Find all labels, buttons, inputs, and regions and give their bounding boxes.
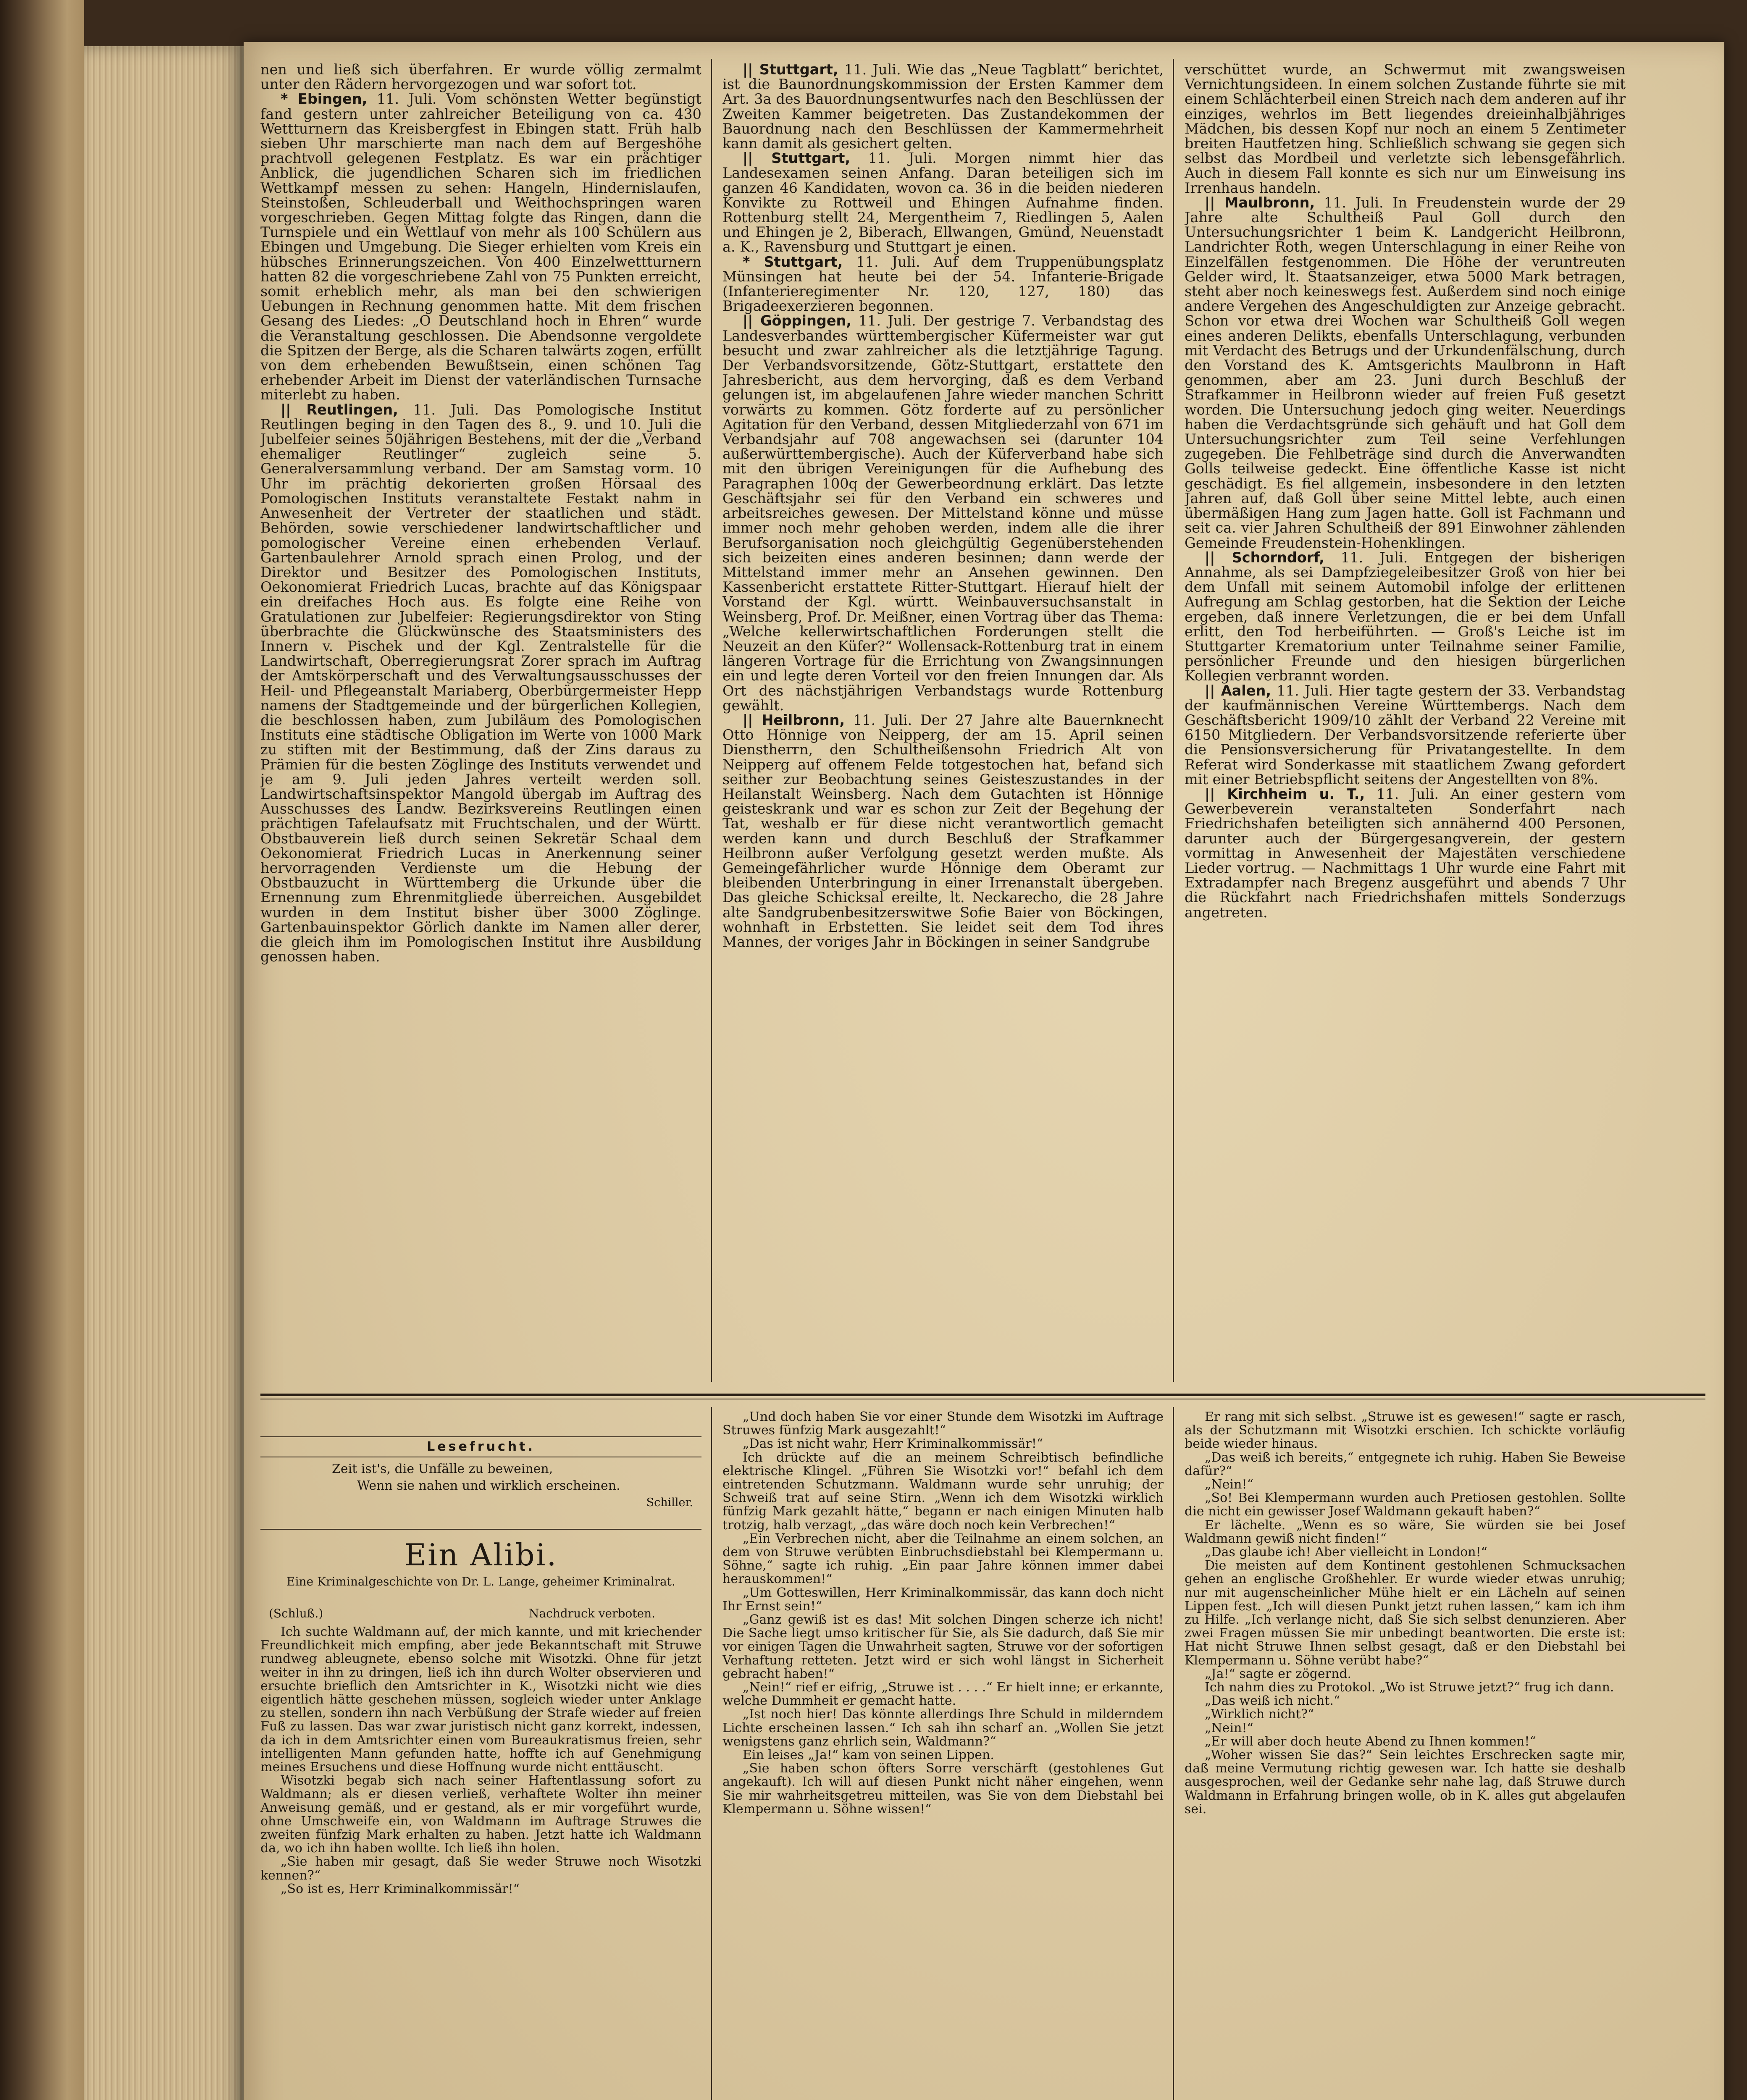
paragraph-text: „Ja!“ sagte er zögernd. <box>1205 1666 1352 1681</box>
column-rule <box>1173 1407 1174 2100</box>
article-paragraph <box>1185 1748 1626 1816</box>
article-paragraph <box>1185 1410 1626 1451</box>
schluss-label: (Schluß.) <box>269 1606 323 1620</box>
article-paragraph <box>722 1613 1164 1681</box>
article-paragraph <box>1185 550 1626 683</box>
story-meta <box>269 1606 697 1621</box>
paragraph-text: 11. Juli. An einer gestern vom Gewerbeverein veranstalteten Sonderfahrt nach Friedrichshafen beteiligten sich annähernd 400 Personen, darunter auch der Bürgergesangverein, der gestern vormittag in Anwesenheit der Majestäten verschiedene Lieder vortrug. — Nachmittags 1 Uhr wurde eine Fahrt mit Extradampfer nach Bregenz ausgeführt und abends 7 Uhr die Rückfahrt nach Friedrichshafen mittels Sonderzugs angetreten. <box>1185 785 1626 921</box>
dateline: || Göppingen, <box>743 312 852 329</box>
article-paragraph <box>260 1882 701 1896</box>
paragraph-text: 11. Juli. Auf dem Truppenübungsplatz Münsingen hat heute bei der 54. Infanterie-Brigade (Infanterieregimenter Nr. 120, 127, 180) das Brigadeexerzieren begonnen. <box>722 253 1164 315</box>
paragraph-text: 11. Juli. Wie das „Neue Tagblatt“ berichtet, ist die Baunordnungskommission der Ersten Kammer dem Art. 3a des Bauordnungsentwurfes nach den Beschlüssen der Zweiten Kammer beigetreten. Das Zustandekommen der Bauordnung nach den Beschlüssen der Kammermehrheit kann damit als gesichert gelten. <box>722 62 1164 152</box>
paragraph-text: „So! Bei Klempermann wurden auch Pretiosen gestohlen. Sollte die nicht ein gewisser Josef Waldmann gekauft haben?“ <box>1185 1491 1626 1519</box>
paragraph-text: „Das ist nicht wahr, Herr Kriminalkommissär!“ <box>743 1436 1043 1452</box>
article-paragraph <box>722 1681 1164 1708</box>
article-paragraph <box>722 1532 1164 1586</box>
story-column-2 <box>722 1410 1164 2100</box>
paragraph-text: „Um Gotteswillen, Herr Kriminalkommissär, das kann doch nicht Ihr Ernst sein!“ <box>722 1585 1164 1614</box>
dateline: || Stuttgart, <box>743 62 838 78</box>
article-paragraph <box>1185 1681 1626 1694</box>
page-stack <box>84 46 244 2100</box>
paragraph-text: „Sie haben schon öfters Sorre verschärft (gestohlenes Gut angekauft). Ich will auf diesen Punkt nicht näher eingehen, wenn Sie mir wahrheitsgetreu mitteilen, was Sie von dem Diebstahl bei Klempermann u. Söhne wissen!“ <box>722 1761 1164 1816</box>
dateline: || Stuttgart, <box>743 150 851 167</box>
paragraph-text: verschüttet wurde, an Schwermut mit zwangsweisen Vernichtungsideen. In einem solchen Zustande führte sie mit einem Schlächterbeil einen Streich nach dem anderen auf ihr einziges, wehrlos im Bett liegendes dreieinhalbjähriges Mädchen, bis dessen Kopf nur noch an einem 5 Zentimeter breiten Hautfetzen hing. Schließlich schwang sie gegen sich selbst das Mordbeil und verletzte sich lebensgefährlich. Auch in diesem Fall konnte es sich nur um Einweisung ins Irrenhaus handeln. <box>1185 62 1626 196</box>
section-rule <box>260 1394 1705 1396</box>
paragraph-text: 11. Juli. Hier tagte gestern der 33. Verbandstag der kaufmännischen Vereine Württembergs. Nach dem Geschäftsbericht 1909/10 zählt der Verband 22 Vereine mit 6150 Mitgliedern. Der Verbandsvorsitzende referierte über die Pensionsversicherung für Privatangestellte. In dem Referat wird Sonderkasse mit staatlichem Zwang gefordert mit einer Betriebspflicht seitens der Angestellten von 8%. <box>1185 682 1626 788</box>
column-rule <box>711 1407 712 2100</box>
article-paragraph <box>1185 1451 1626 1478</box>
paragraph-text: 11. Juli. Vom schönsten Wetter begünstigt fand gestern unter zahlreicher Beteiligung von ca. 430 Wettturnern das Kreisbergfest in Ebingen statt. Früh halb sieben Uhr marschierte man nach dem auf Bergeshöhe prachtvoll gelegenen Festplatz. Es war ein prächtiger Anblick, die jugendlichen Scharen sich im friedlichen Wettkampf messen zu sehen: Hangeln, Hindernislaufen, Steinstoßen, Schleuderball und Weithochspringen waren vorgeschrieben. Gegen Mittag folgte das Ringen, dann die Turnspiele und ein Wettlauf von mehr als 100 Schülern aus Ebingen und Umgebung. Die Sieger erhielten vom Kreis ein hübsches Erinnerungszeichen. Von 400 Einzelwettturnern hatten 82 die vorgeschriebene Zahl von 75 Punkten erreicht, somit erheblich mehr, als man bei den schwierigen Uebungen in Rechnung genommen hatte. Mit dem frischen Gesang des Liedes: „O Deutschland hoch in Ehren“ wurde die Veranstaltung geschlossen. Die Abendsonne vergoldete die Spitzen der Berge, als die Scharen talwärts zogen, erfüllt von dem erhebenden Bewußtsein, einen schönen Tag erhebender Arbeit im Dienst der vaterländischen Turnsache miterlebt zu haben. <box>260 91 701 403</box>
article-paragraph <box>722 1708 1164 1748</box>
paragraph-text: Die meisten auf dem Kontinent gestohlenen Schmucksachen gehen an englische Großhehler. Er wurde wieder etwas unruhig; nur mit augenscheinlicher Mühe hielt er ein Lächeln auf seinen Lippen fest. „Ich will diesen Punkt jetzt ruhen lassen,“ kam ich ihm zu Hilfe. „Ich verlange nicht, daß Sie sich selbst denunzieren. Aber zwei Fragen müssen Sie mir unbedingt beantworten. Die erste ist: Hat nicht Struwe Ihnen selbst gesagt, daß er den Diebstahl bei Klempermann u. Söhne verübt habe?“ <box>1185 1558 1626 1668</box>
article-paragraph <box>260 1625 701 1774</box>
story-title: Ein Alibi. <box>404 1537 558 1572</box>
paragraph-text: Ich nahm dies zu Protokol. „Wo ist Struwe jetzt?“ frug ich dann. <box>1205 1680 1614 1695</box>
article-paragraph <box>722 62 1164 151</box>
dateline: || Reutlingen, <box>281 401 398 418</box>
paragraph-text: Wisotzki begab sich nach seiner Haftentlassung sofort zu Waldmann; als er diesen verließ, verhaftete Wolter ihn meiner Anweisung gemäß, und er gestand, als er mir vorgeführt wurde, ohne Umschweife ein, von Waldmann im Auftrage Struwes die zweiten fünfzig Mark erhalten zu haben. Jetzt hatte ich Waldmann da, wo ich ihn haben wollte. Ich ließ ihn holen. <box>260 1773 701 1856</box>
column-rule <box>1173 59 1174 1382</box>
paragraph-text: Ich drückte auf die an meinem Schreibtisch befindliche elektrische Klingel. „Führen Sie Wisotzki vor!“ befahl ich dem eintretenden Schutzmann. Waldmann wurde sehr unruhig; der Schweiß trat auf seine Stirn. „Wenn ich dem Wisotzki wirklich fünfzig Mark gezahlt hätte,“ begann er nach einigen Minuten halb trotzig, halb verzagt, „das wäre doch noch kein Verbrechen!“ <box>722 1450 1164 1533</box>
paragraph-text: „Nein!“ <box>1205 1477 1253 1492</box>
paragraph-text: „Ein Verbrechen nicht, aber die Teilnahme an einem solchen, an dem von Struwe verübten Einbruchsdiebstahl bei Klempermann u. Söhne,“ sagte ich ruhig. „Ein paar Jahre können immer dabei herauskommen!“ <box>722 1531 1164 1587</box>
article-paragraph <box>260 1774 701 1855</box>
story-subtitle: Eine Kriminalgeschichte von Dr. L. Lange, geheimer Kriminalrat. <box>286 1575 675 1588</box>
article-paragraph <box>260 1855 701 1882</box>
verse-line: Wenn sie nahen und wirklich erscheinen. <box>357 1478 620 1493</box>
paragraph-text: 11. Juli. Der 27 Jahre alte Bauernknecht Otto Hönnige von Neipperg, der am 15. April seinen Dienstherrn, den Schultheißensohn Friedrich Alt von Neipperg auf offenem Felde totgestochen hat, befand sich seither zur Beobachtung seines Geisteszustandes in der Heilanstalt Weinsberg. Nach dem Gutachten ist Hönnige geisteskrank und war es schon zur Zeit der Begehung der Tat, weshalb er für diese nicht verantwortlich gemacht werden kann und durch Beschluß der Strafkammer Heilbronn außer Verfolgung gesetzt werden mußte. Als Gemeingefährlicher wurde Hönnige dem Oberamt zur bleibenden Unterbringung in einer Irrenanstalt übergeben. Das gleiche Schicksal ereilte, lt. Neckarecho, die 28 Jahre alte Sandgrubenbesitzerswitwe Sofie Baier von Böckingen, wohnhaft in Erbstetten. Sie leidet seit dem Tod ihres Mannes, der voriges Jahr in Böckingen in seiner Sandgrube <box>722 711 1164 950</box>
paragraph-text: „Nein!“ rief er eifrig, „Struwe ist . . . .“ Er hielt inne; er erkannte, welche Dummheit er gemacht hatte. <box>722 1680 1164 1709</box>
article-paragraph <box>722 313 1164 712</box>
paragraph-text: „Wirklich nicht?“ <box>1205 1707 1314 1722</box>
paragraph-text: „Und doch haben Sie vor einer Stunde dem Wisotzki im Auftrage Struwes fünfzig Mark ausgezahlt!“ <box>722 1410 1164 1438</box>
verse-author: Schiller. <box>646 1496 693 1509</box>
dateline: * Ebingen, <box>281 91 368 108</box>
paragraph-text: 11. Juli. Entgegen der bisherigen Annahme, als sei Dampfziegeleibesitzer Groß von hier bei dem Unfall mit seinem Automobil infolge der erlittenen Aufregung am Schlag gestorben, hat die Sektion der Leiche ergeben, daß innere Verletzungen, die er bei dem Unfall erlitt, den Tod herbeiführten. — Groß's Leiche ist im Stuttgarter Krematorium unter Teilnahme seiner Familie, persönlicher Freunde und den hiesigen bürgerlichen Kollegien verbrannt worden. <box>1185 549 1626 684</box>
article-paragraph <box>1185 787 1626 920</box>
article-paragraph <box>722 1762 1164 1816</box>
article-paragraph <box>1185 62 1626 195</box>
paragraph-text: Er rang mit sich selbst. „Struwe ist es gewesen!“ sagte er rasch, als der Schutzmann mit Wisotzki erschien. Ich schickte vorläufig beide wieder hinaus. <box>1185 1410 1626 1452</box>
paragraph-text: „Woher wissen Sie das?“ Sein leichtes Erschrecken sagte mir, daß meine Vermutung richtig gewesen war. Ich hatte sie deshalb ausgesprochen, weil der Gedanke sehr nahe lag, daß Struwe durch Waldmann in Erfahrung bringen wolle, ob in K. alles gut abgelaufen sei. <box>1185 1748 1626 1816</box>
article-paragraph <box>722 1451 1164 1532</box>
article-paragraph <box>722 713 1164 949</box>
nachdruck-label: Nachdruck verboten. <box>528 1606 655 1620</box>
article-paragraph <box>1185 1694 1626 1708</box>
paragraph-text: Ich suchte Waldmann auf, der mich kannte, und mit kriechender Freundlichkeit mich empfing, aber jede Bekanntschaft mit Struwe rundweg ableugnete, ebenso solche mit Wisotzki. Ohne für jetzt weiter in ihn zu dringen, ließ ich ihn durch Wolter observieren und ersuchte brieflich den Amtsrichter in K., Wisotzki nicht wie dies eigentlich hätte geschehen müssen, sogleich wieder unter Anklage zu stellen, sondern ihn nach Verbüßung der Strafe wieder auf freien Fuß zu lassen. Das war zwar juristisch nicht ganz korrekt, indessen, da ich in dem Amtsrichter einen vom Bureaukratismus freien, sehr intelligenten Mann gefunden hatte, hoffte ich auf Genehmigung meines Ersuchens und diese Hoffnung wurde nicht enttäuscht. <box>260 1625 701 1775</box>
article-paragraph <box>1185 1491 1626 1518</box>
article-paragraph <box>1185 1559 1626 1667</box>
paragraph-text: 11. Juli. Morgen nimmt hier das Landesexamen seinen Anfang. Daran beteiligen sich im ganzen 46 Kandidaten, wovon ca. 36 in die beiden niederen Konvikte zu Rottweil und Ehingen Aufnahme finden. Rottenburg stellt 24, Mergentheim 7, Riedlingen 5, Aalen und Ehingen je 2, Biberach, Ellwangen, Gmünd, Neuenstadt a. K., Ravensburg und Stuttgart je einen. <box>722 150 1164 255</box>
verse-block <box>260 1461 701 1511</box>
paragraph-text: Ein leises „Ja!“ kam von seinen Lippen. <box>743 1748 994 1763</box>
paragraph-text: Er lächelte. „Wenn es so wäre, Sie würden sie bei Josef Waldmann gewiß nicht finden!“ <box>1185 1517 1626 1546</box>
article-paragraph <box>722 1437 1164 1451</box>
dateline: || Heilbronn, <box>743 711 845 728</box>
article-paragraph <box>1185 1722 1626 1735</box>
article-paragraph <box>722 1748 1164 1762</box>
article-paragraph <box>1185 195 1626 550</box>
paragraph-text: 11. Juli. In Freudenstein wurde der 29 Jahre alte Schultheiß Paul Goll durch den Untersuchungsrichter 1 beim K. Landgericht Heilbronn, Landrichter Roth, wegen Unterschlagung in einer Reihe von Einzelfällen festgenommen. Die Höhe der veruntreuten Gelder wird, lt. Staatsanzeiger, etwa 5000 Mark betragen, steht aber noch keineswegs fest. Außerdem sind noch einige andere Vergehen des Angeschuldigten zur Anzeige gebracht. Schon vor etwa drei Wochen war Schultheiß Goll wegen eines anderen Delikts, ebenfalls Unterschlagung, verbunden mit Verdacht des Betrugs und der Urkundenfälschung, durch den Vorstand des K. Amtsgerichts Maulbronn in Haft genommen, aber am 23. Juni durch Beschluß der Strafkammer in Heilbronn wieder auf freien Fuß gesetzt worden. Die Untersuchung jedoch ging weiter. Neuerdings haben die Verdachtsgründe sich gehäuft und hat Goll dem Untersuchungsrichter zum Teil seine Verfehlungen zugegeben. Die Fehlbeträge sind durch die Anverwandten Golls teilweise gedeckt. Eine öffentliche Kasse ist nicht geschädigt. Es fiel allgemein, insbesondere in den letzten Jahren auf, daß Goll über seine Mittel lebte, auch einen übermäßigen Hang zum Jagen hatte. Goll ist Fachmann und seit ca. vier Jahren Schultheiß der 891 Einwohner zählenden Gemeinde Freudenstein-Hohenklingen. <box>1185 194 1626 551</box>
upper-column-3 <box>1185 62 1626 1377</box>
story-column-3 <box>1185 1410 1626 2100</box>
paragraph-text: „Er will aber doch heute Abend zu Ihnen kommen!“ <box>1205 1734 1536 1749</box>
story-column-1 <box>260 1625 701 2100</box>
article-paragraph <box>1185 1667 1626 1681</box>
lesefrucht-heading: Lesefrucht. <box>260 1436 701 1457</box>
paragraph-text: „Das weiß ich nicht.“ <box>1205 1693 1340 1709</box>
paragraph-text: „Das weiß ich bereits,“ entgegnete ich ruhig. Haben Sie Beweise dafür?“ <box>1185 1450 1626 1478</box>
paragraph-text: „So ist es, Herr Kriminalkommissär!“ <box>281 1881 520 1896</box>
paragraph-text: „Das glaube ich! Aber vielleicht in London!“ <box>1205 1545 1488 1560</box>
article-paragraph <box>260 402 701 964</box>
upper-column-1 <box>260 62 701 1377</box>
paragraph-text: „Ist noch hier! Das könnte allerdings Ihre Schuld in milderndem Lichte erscheinen lassen.“ Ich sah ihn scharf an. „Wollen Sie jetzt wenigstens ganz ehrlich sein, Waldmann?“ <box>722 1707 1164 1749</box>
book-edge <box>0 0 84 2100</box>
dateline: || Maulbronn, <box>1205 194 1315 211</box>
article-paragraph <box>260 92 701 402</box>
dateline: || Kirchheim u. T., <box>1205 785 1365 802</box>
article-paragraph <box>1185 1519 1626 1546</box>
paragraph-text: nen und ließ sich überfahren. Er wurde völlig zermalmt unter den Rädern hervorgezogen und war sofort tot. <box>260 62 701 93</box>
article-paragraph <box>1185 1546 1626 1559</box>
article-paragraph <box>1185 683 1626 787</box>
article-paragraph <box>722 1586 1164 1613</box>
dateline: || Schorndorf, <box>1205 549 1324 566</box>
article-paragraph <box>722 151 1164 254</box>
dateline: || Aalen, <box>1205 682 1272 699</box>
article-paragraph <box>1185 1478 1626 1491</box>
newspaper-page <box>244 42 1724 2100</box>
article-paragraph <box>260 62 701 92</box>
paragraph-text: „Nein!“ <box>1205 1720 1253 1735</box>
dateline: * Stuttgart, <box>743 253 843 270</box>
paragraph-text: „Ganz gewiß ist es das! Mit solchen Dingen scherze ich nicht! Die Sache liegt umso kritischer für Sie, als Sie dadurch, daß Sie mir vor einigen Tagen die Unwahrheit sagten, Struwe vor der sofortigen Verhaftung retteten. Jetzt wird er sich wohl längst in Sicherheit gebracht haben!“ <box>722 1612 1164 1681</box>
paragraph-text: 11. Juli. Der gestrige 7. Verbandstag des Landesverbandes württembergischer Küfermeister war gut besucht und zwar zahlreicher als die letztjährige Tagung. Der Verbandsvorsitzende, Götz-Stuttgart, erstattete den Jahresbericht, aus dem hervorging, daß es dem Verband gelungen ist, im abgelaufenen Jahre wieder manchen Schritt vorwärts zu kommen. Götz forderte auf zu persönlicher Agitation für den Verband, dessen Mitgliederzahl von 671 im Verbandsjahr auf 708 angewachsen sei (darunter 104 außerwürttembergische). Auch der Küferverband habe sich mit den übrigen Vereinigungen für die Aufhebung des Paragraphen 100q der Gewerbeordnung erklärt. Das letzte Geschäftsjahr sei für den Verband ein schweres und arbeitsreiches gewesen. Der Mittelstand könne und müsse immer noch mehr gehoben werden, indem alle die ihrer Berufsorganisation noch gleichgültig Gegenüberstehenden sich beizeiten eines anderen besinnen; dann werde der Mittelstand immer mehr an Ansehen gewinnen. Den Kassenbericht erstattete Ritter-Stuttgart. Hierauf hielt der Vorstand der Kgl. württ. Weinbauversuchsanstalt in Weinsberg, Prof. Dr. Meißner, einen Vortrag über das Thema: „Welche kellerwirtschaftlichen Forderungen stellt die Neuzeit an den Küfer?“ Wollensack-Rottenburg trat in einem längeren Vortrage für die Errichtung von Zwangsinnungen ein und legte deren Vorteil vor den freien Innungen dar. Als Ort des nächstjährigen Verbandstags wurde Rottenburg gewählt. <box>722 312 1164 714</box>
paragraph-text: „Sie haben mir gesagt, daß Sie weder Struwe noch Wisotzki kennen?“ <box>260 1854 701 1883</box>
article-paragraph <box>1185 1708 1626 1721</box>
article-paragraph <box>722 255 1164 314</box>
article-paragraph <box>1185 1735 1626 1748</box>
article-paragraph <box>722 1410 1164 1437</box>
upper-column-2 <box>722 62 1164 1377</box>
column-rule <box>711 59 712 1382</box>
paragraph-text: 11. Juli. Das Pomologische Institut Reutlingen beging in den Tagen des 8., 9. und 10. Juli die Jubelfeier seines 50jährigen Bestehens, mit der die „Verband ehemaliger Reutlinger“ zugleich seine 5. Generalversammlung verband. Der am Samstag vorm. 10 Uhr im prächtig dekorierten großen Hörsaal des Pomologischen Instituts veranstaltete Festakt nahm in Anwesenheit der Vertreter der staatlichen und städt. Behörden, sowie verschiedener landwirtschaftlicher und pomologischer Vereine einen erhebenden Verlauf. Gartenbaulehrer Arnold sprach einen Prolog, und der Direktor und Besitzer des Pomologischen Instituts, Oekonomierat Friedrich Lucas, brachte auf das Königspaar ein dreifaches Hoch aus. Es folgte eine Reihe von Gratulationen zur Jubelfeier: Regierungsdirektor von Sting überbrachte die Glückwünsche des Staatsministers des Innern v. Pischek und der Kgl. Zentralstelle für die Landwirtschaft, Oberregierungsrat Zorer sprach im Auftrag der Amtskörperschaft und des Verwaltungsausschusses der Heil- und Pflegeanstalt Mariaberg, Oberbürgermeister Hepp namens der Stadtgemeinde und der bürgerlichen Kollegien, die beschlossen haben, zum Jubiläum des Pomologischen Instituts eine städtische Obligation im Werte von 1000 Mark zu stiften mit der Bestimmung, daß der Zins daraus zu Prämien für die besten Zöglinge des Instituts verwendet und je am 9. Juli jeden Jahres verteilt werden soll. Landwirtschaftsinspektor Mangold übergab im Auftrag des Ausschusses des Landw. Bezirksvereins Reutlingen einen prächtigen Tafelaufsatz mit Fruchtschalen, und der Württ. Obstbauverein ließ durch seinen Sekretär Schaal dem Oekonomierat Friedrich Lucas in Anerkennung seiner hervorragenden Verdienste um die Hebung der Obstbauzucht in Württemberg die Urkunde über die Ernennung zum Ehrenmitgliede überreichen. Ausgebildet wurden in dem Institut bisher über 3000 Zöglinge. Gartenbauinspektor Görlich dankte im Namen aller derer, die gleich ihm im Pomologischen Institut ihre Ausbildung genossen haben. <box>260 401 701 965</box>
divider <box>260 1529 701 1530</box>
verse-line: Zeit ist's, die Unfälle zu beweinen, <box>332 1462 553 1476</box>
